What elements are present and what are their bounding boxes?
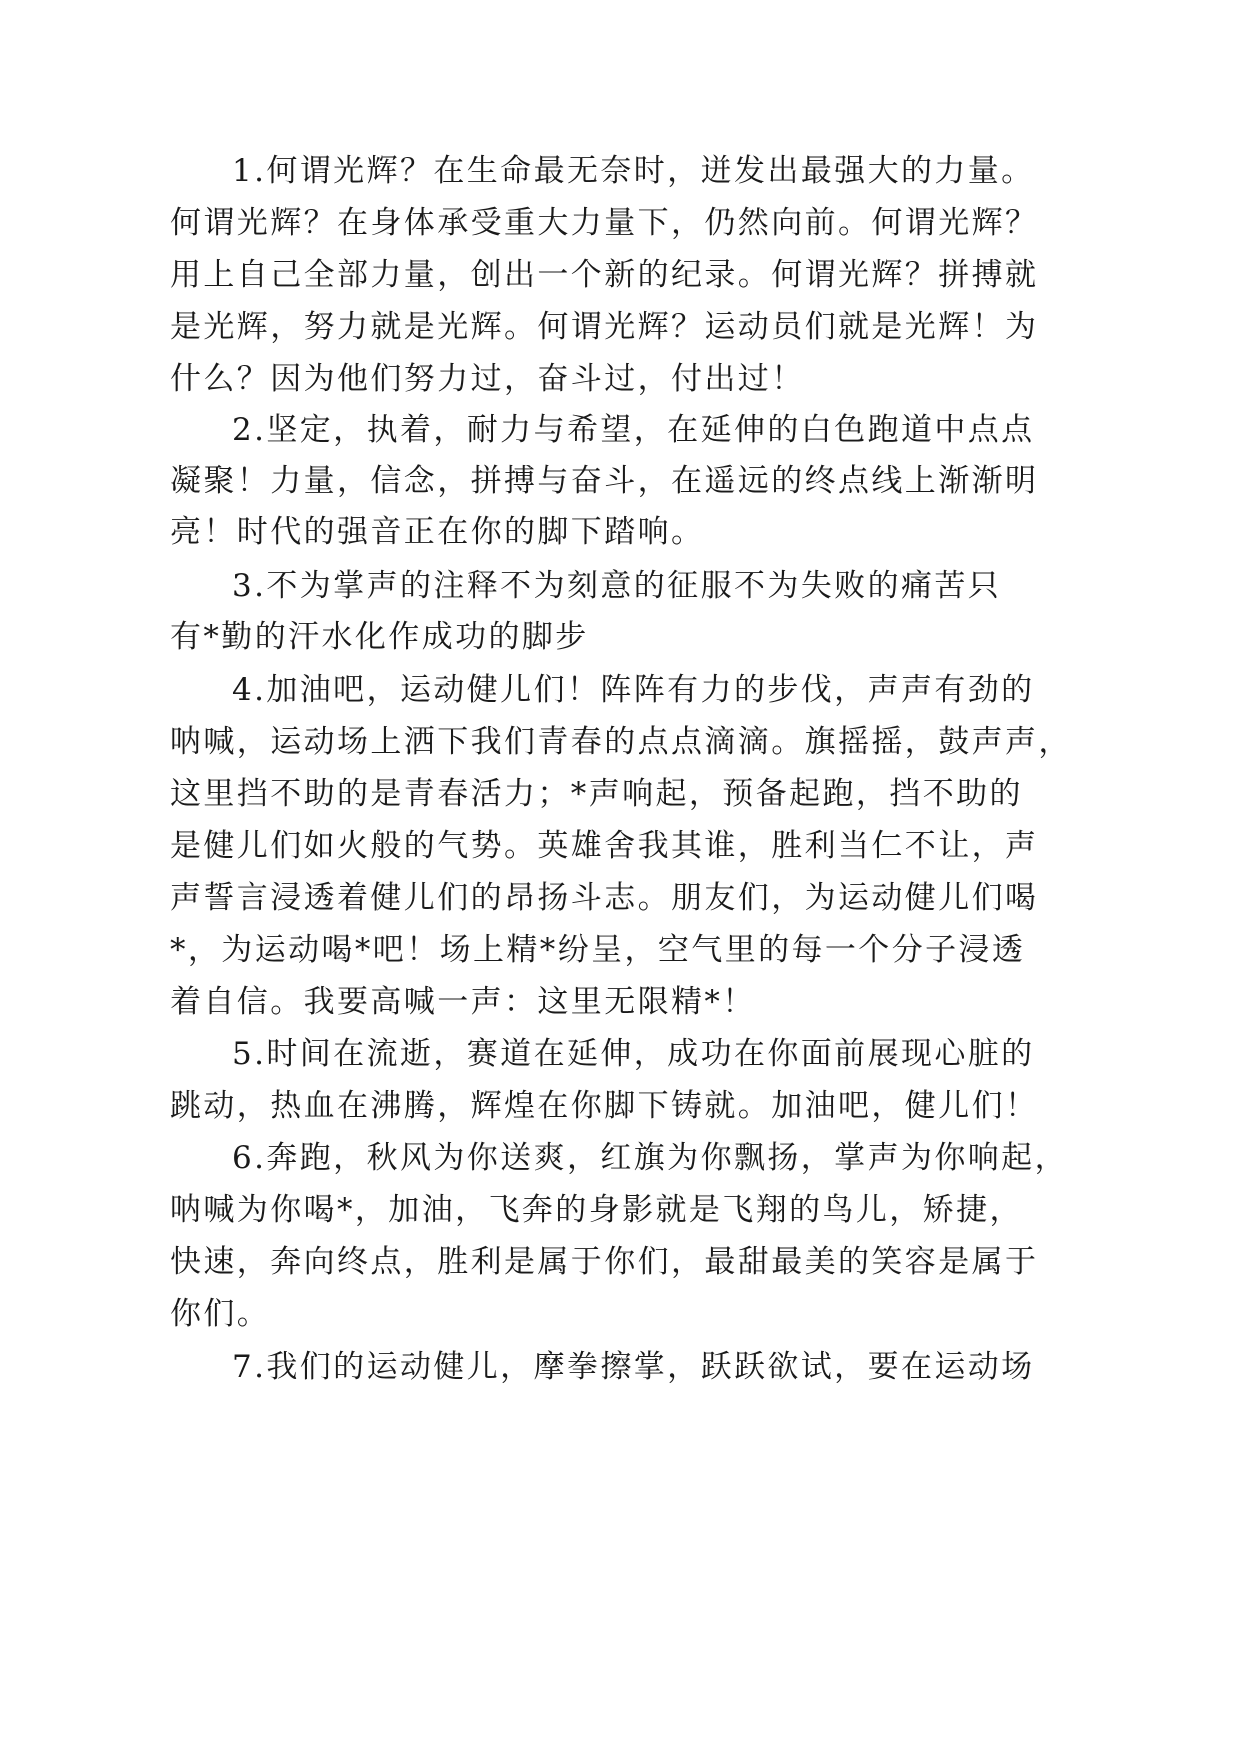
text-line: *，为运动喝*吧！场上精*纷呈，空气里的每一个分子浸透: [170, 932, 1026, 968]
text-line: 4.加油吧，运动健儿们！阵阵有力的步伐，声声有劲的: [232, 672, 1035, 708]
text-line: 2.坚定，执着，耐力与希望，在延伸的白色跑道中点点: [232, 412, 1035, 448]
text-line: 3.不为掌声的注释不为刻意的征服不为失败的痛苦只: [232, 568, 1002, 604]
text-line: 呐喊，运动场上洒下我们青春的点点滴滴。旗摇摇，鼓声声，: [170, 724, 1072, 760]
text-line: 亮！时代的强音正在你的脚下踏响。: [170, 514, 705, 550]
text-line: 这里挡不助的是青春活力；*声响起，预备起跑，挡不助的: [170, 776, 1023, 812]
text-line: 有*勤的汗水化作成功的脚步: [170, 619, 589, 655]
text-line: 着自信。我要高喊一声：这里无限精*！: [170, 984, 756, 1020]
text-line: 7.我们的运动健儿，摩拳擦掌，跃跃欲试，要在运动场: [232, 1349, 1035, 1385]
text-line: 呐喊为你喝*，加油，飞奔的身影就是飞翔的鸟儿，矫捷，: [170, 1192, 1023, 1228]
text-line: 声誓言浸透着健儿们的昂扬斗志。朋友们，为运动健儿们喝: [170, 880, 1039, 916]
text-line: 快速，奔向终点，胜利是属于你们，最甜最美的笑容是属于: [170, 1244, 1039, 1280]
text-line: 6.奔跑，秋风为你送爽，红旗为你飘扬，掌声为你响起，: [232, 1140, 1068, 1176]
text-line: 5.时间在流逝，赛道在延伸，成功在你面前展现心脏的: [232, 1036, 1035, 1072]
text-line: 用上自己全部力量，创出一个新的纪录。何谓光辉？拼搏就: [170, 257, 1039, 293]
text-line: 何谓光辉？在身体承受重大力量下，仍然向前。何谓光辉？: [170, 205, 1039, 241]
text-line: 是光辉，努力就是光辉。何谓光辉？运动员们就是光辉！为: [170, 309, 1039, 345]
text-line: 是健儿们如火般的气势。英雄舍我其谁，胜利当仁不让，声: [170, 828, 1039, 864]
text-line: 什么？因为他们努力过，奋斗过，付出过！: [170, 361, 805, 397]
text-line: 凝聚！力量，信念，拼搏与奋斗，在遥远的终点线上渐渐明: [170, 463, 1039, 499]
text-line: 跳动，热血在沸腾，辉煌在你脚下铸就。加油吧，健儿们！: [170, 1088, 1039, 1124]
text-line: 1.何谓光辉？在生命最无奈时，迸发出最强大的力量。: [232, 153, 1035, 189]
text-line: 你们。: [170, 1296, 271, 1332]
